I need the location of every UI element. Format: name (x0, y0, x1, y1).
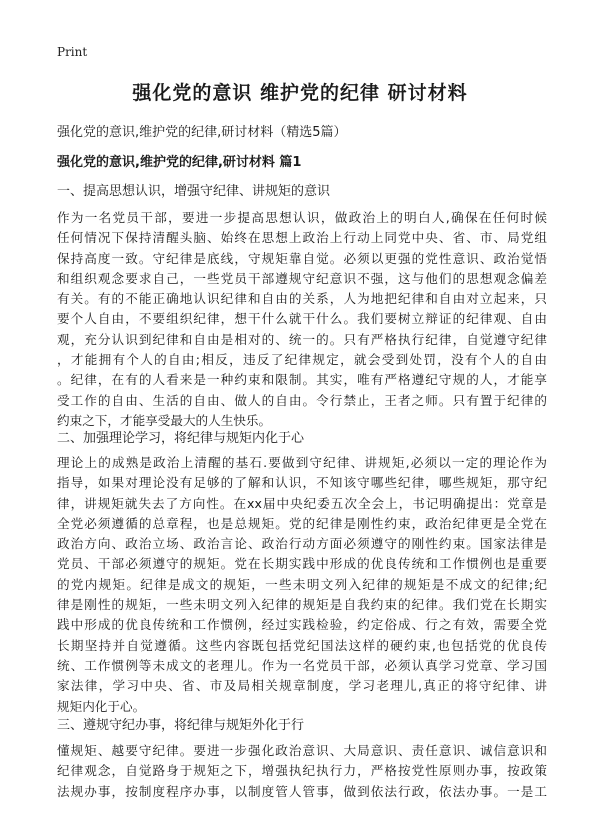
print-link[interactable]: Print (57, 45, 88, 59)
paragraph-line: 指导，如果对理论没有足够的了解和认识，不知该守哪些纪律，哪些规矩，那守纪 (57, 475, 547, 491)
paragraph-line: 长期坚持并自觉遵循。这些内容既包括党纪国法这样的硬约束,也包括党的优良传 (57, 637, 547, 653)
paragraph-line: 的党内规矩。纪律是成文的规矩，一些未明文列入纪律的规矩是不成文的纪律;纪 (57, 576, 547, 592)
section-heading-1: 一、提高思想认识，增强守纪律、讲规矩的意识 (57, 184, 331, 199)
paragraph-line: 任何情况下保持清醒头脑、始终在思想上政治上行动上同党中央、省、市、局党组 (57, 230, 547, 246)
paragraph-line: 和组织观念要求自己，一些党员干部遵规守纪意识不强，这与他们的思想观念偏差 (57, 270, 547, 286)
paragraph-line: 全党必须遵循的总章程，也是总规矩。党的纪律是刚性约束，政治纪律更是全党在 (57, 515, 547, 531)
paragraph-line: 观，充分认识到纪律和自由是相对的、统一的。只有严格执行纪律，自觉遵守纪律 (57, 331, 547, 347)
paragraph-line: 受工作的自由、生活的自由、做人的自由。令行禁止，王者之师。只有置于纪律的 (57, 392, 547, 408)
paragraph-line: 理论上的成熟是政治上清醒的基石.要做到守纪律、讲规矩,必须以一定的理论作为 (57, 455, 547, 470)
paragraph-line: 有关。有的不能正确地认识纪律和自由的关系，人为地把纪律和自由对立起来，只 (57, 291, 547, 307)
section-heading-3: 三、遵规守纪办事，将纪律与规矩外化于行 (57, 718, 305, 733)
paragraph-line: 。纪律，在有的人看来是一种约束和限制。其实，唯有严格遵纪守规的人，才能享 (57, 372, 547, 388)
article-title: 强化党的意识,维护党的纪律,研讨材料 篇1 (57, 155, 302, 170)
paragraph-line: 家法律，学习中央、省、市及局相关规章制度，学习老理儿,真正的将守纪律、讲 (57, 678, 547, 694)
paragraph-line: 党员、干部必须遵守的规矩。党在长期实践中形成的优良传统和工作惯例也是重要 (57, 556, 547, 572)
paragraph-line: 懂规矩、越要守纪律。要进一步强化政治意识、大局意识、责任意识、诚信意识和 (57, 743, 547, 758)
paragraph-line: 政治方向、政治立场、政治言论、政治行动方面必须遵守的刚性约束。国家法律是 (57, 536, 547, 552)
document-title: 强化党的意识 维护党的纪律 研讨材料 (132, 82, 468, 104)
paragraph-line: ，才能拥有个人的自由;相反，违反了纪律规定，就会受到处罚，没有个人的自由 (57, 352, 547, 368)
paragraph-line: 律，讲规矩就失去了方向性。在xx届中央纪委五次全会上，书记明确提出：党章是 (57, 495, 547, 511)
paragraph-line: 统、工作惯例等未成文的老理儿。作为一名党员干部，必须认真学习党章、学习国 (57, 657, 547, 673)
paragraph-line: 律是刚性的规矩，一些未明文列入纪律的规矩是自我约束的纪律。我们党在长期实 (57, 597, 547, 613)
paragraph-line: 要个人自由，不要组织纪律，想干什么就干什么。我们要树立辩证的纪律观、自由 (57, 311, 547, 327)
document-subtitle: 强化党的意识,维护党的纪律,研讨材料（精选5篇） (57, 125, 347, 140)
paragraph-line: 约束之下，才能享受最大的人生快乐。 (57, 412, 272, 428)
section-paragraph-1 (57, 208, 547, 431)
paragraph-line: 规矩内化于心。 (57, 698, 146, 714)
paragraph-line: 践中形成的优良传统和工作惯例，经过实践检验，约定俗成、行之有效，需要全党 (57, 617, 547, 633)
paragraph-line: 作为一名党员干部，要进一步提高思想认识，做政治上的明白人,确保在任何时候 (57, 210, 547, 225)
paragraph-line: 纪律观念，自觉路身于规矩之下，增强执纪执行力，严格按党性原则办事，按政策 (57, 763, 547, 779)
paragraph-line: 法规办事，按制度程序办事，以制度管人管事，做到依法行政，依法办事。一是工 (57, 783, 547, 799)
section-heading-2: 二、加强理论学习，将纪律与规矩内化于心 (57, 431, 305, 446)
section-paragraph-2 (57, 453, 547, 717)
paragraph-line: 保持高度一致。守纪律是底线，守规矩靠自觉。必须以更强的党性意识、政治觉悟 (57, 250, 547, 266)
section-paragraph-3 (57, 741, 547, 802)
